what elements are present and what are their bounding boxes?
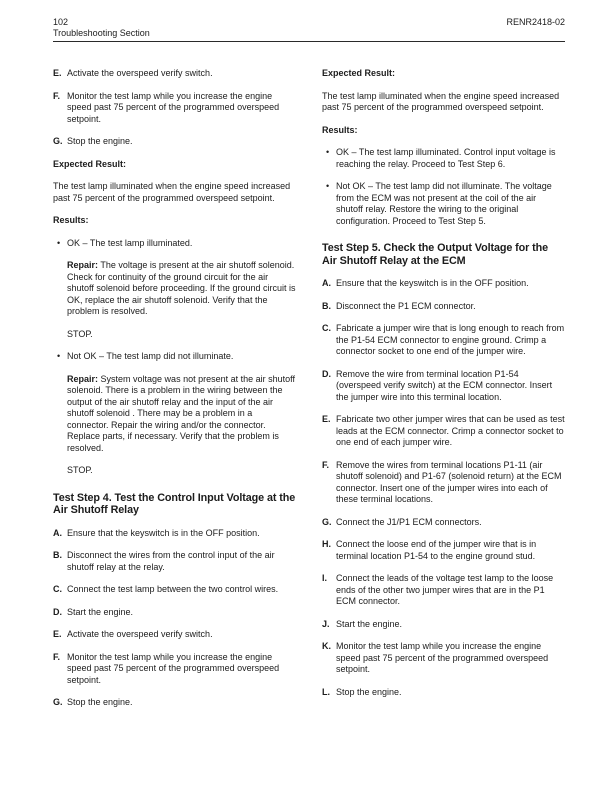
procedure-step — [53, 136, 296, 148]
step-letter: E. — [53, 68, 62, 78]
bullet-icon: • — [326, 181, 330, 191]
step-letter: B. — [322, 300, 331, 311]
bullet-text: OK – The test lamp illuminated. Control input voltage is reaching the relay. Proceed to Test Step 6. — [336, 147, 556, 169]
step-text: Activate the overspeed verify switch. — [67, 629, 213, 639]
procedure-step — [322, 414, 565, 449]
stop-note: STOP. — [67, 328, 93, 339]
step-text: Fabricate a jumper wire that is long enough to reach from the P1-54 ECM connector to engine ground. Crimp a connector socket to one end of the jumper wire. — [336, 323, 565, 356]
procedure-step — [322, 517, 565, 529]
page-header — [53, 17, 565, 39]
procedure-step — [53, 528, 296, 540]
step-text: Stop the engine. — [67, 136, 133, 146]
repair-text: The voltage is present at the air shutoff solenoid. Check for continuity of the ground circuit for the air shutoff solenoid before proceeding. If the ground circuit is OK, replace the air shutoff solenoid. Verify that the problem is resolved. — [67, 260, 296, 316]
procedure-step — [53, 68, 296, 80]
procedure-step — [53, 652, 296, 687]
bullet-text: Not OK – The test lamp did not illuminate. — [67, 351, 234, 361]
step-letter: G. — [53, 697, 63, 707]
header-left — [53, 17, 150, 39]
step-text: Stop the engine. — [336, 686, 402, 697]
step-letter: D. — [53, 606, 62, 617]
step-text: Monitor the test lamp while you increase the engine speed past 75 percent of the programmed overspeed setpoint. — [67, 90, 280, 124]
procedure-step — [322, 539, 565, 562]
step-text: Start the engine. — [67, 606, 134, 617]
step-text: Remove the wires from terminal locations P1-11 (air shutoff solenoid) and P1-67 (solenoid return) at the ECM connector. Insert one of the jumper wires into each of these terminal locations. — [336, 459, 562, 504]
section-title: Troubleshooting Section — [53, 28, 150, 38]
procedure-step — [53, 91, 296, 126]
step-text: Fabricate two other jumper wires that can be used as test leads at the ECM connector. Crimp a connector socket to one end of each jumper wire. — [336, 414, 565, 447]
repair-note — [67, 374, 296, 455]
bullet-text: Not OK – The test lamp did not illuminate. The voltage from the ECM was not present at the coil of the air shutoff relay. Restore the wiring to the original configuration. Proceed to Test Step 5. — [336, 181, 552, 226]
result-label: Results: — [53, 215, 89, 225]
procedure-step — [322, 460, 565, 506]
procedure-step — [322, 301, 565, 313]
step-text: Connect the loose end of the jumper wire that is in terminal location P1-54 to the engine ground stud. — [336, 539, 537, 561]
step-letter: D. — [322, 368, 331, 379]
step-letter: F. — [53, 651, 61, 662]
procedure-step — [322, 619, 565, 631]
procedure-step — [53, 697, 296, 709]
repair-text: System voltage was not present at the air shutoff solenoid. There is a problem in the wiring between the output of the air shutoff relay and the input of the air shutoff solenoid . There may be a problem in a connector. Repair the wiring and/or the connector. Replace parts, if necessary. Verify that the problem is resolved. — [67, 373, 295, 453]
procedure-step — [322, 369, 565, 404]
step-text: Disconnect the P1 ECM connector. — [336, 300, 476, 311]
step-letter: E. — [53, 629, 62, 639]
step-text: Monitor the test lamp while you increase the engine speed past 75 percent of the programmed overspeed setpoint. — [67, 651, 280, 685]
result-label: Expected Result: — [322, 68, 396, 78]
bullet-icon: • — [57, 351, 61, 361]
step-letter: K. — [322, 641, 331, 651]
step-text: Monitor the test lamp while you increase the engine speed past 75 percent of the programmed overspeed setpoint. — [336, 641, 549, 674]
result-bullet — [322, 181, 565, 227]
result-bullet — [53, 351, 296, 363]
procedure-step — [53, 550, 296, 573]
step-letter: H. — [322, 539, 331, 549]
paragraph: The test lamp illuminated when the engine speed increased past 75 percent of the programmed overspeed setpoint. — [322, 90, 560, 112]
content-columns — [53, 68, 565, 709]
step-letter: I. — [322, 573, 328, 583]
repair-label: Repair: — [67, 260, 99, 270]
procedure-step — [322, 641, 565, 676]
step-text: Ensure that the keyswitch is in the OFF position. — [336, 278, 529, 288]
stop-note: STOP. — [67, 465, 93, 475]
paragraph: The test lamp illuminated when the engine speed increased past 75 percent of the programmed overspeed setpoint. — [53, 181, 291, 203]
step-letter: B. — [53, 550, 62, 560]
procedure-step — [53, 607, 296, 619]
right-column — [322, 68, 565, 709]
procedure-step — [53, 629, 296, 641]
step-letter: A. — [322, 278, 331, 288]
result-bullet — [53, 238, 296, 250]
header-rule — [53, 41, 565, 42]
section-heading: Test Step 4. Test the Control Input Voltage at the Air Shutoff Relay — [53, 491, 296, 516]
step-text: Disconnect the wires from the control input of the air shutoff relay at the relay. — [67, 550, 275, 572]
bullet-icon: • — [57, 237, 61, 248]
step-letter: A. — [53, 527, 62, 538]
step-text: Stop the engine. — [67, 697, 133, 707]
procedure-step — [322, 323, 565, 358]
step-text: Connect the J1/P1 ECM connectors. — [336, 516, 482, 527]
step-letter: G. — [322, 516, 332, 527]
repair-label: Repair: — [67, 373, 99, 384]
step-letter: J. — [322, 618, 330, 629]
step-letter: E. — [322, 414, 331, 424]
procedure-step — [322, 687, 565, 699]
step-text: Activate the overspeed verify switch. — [67, 68, 213, 78]
result-bullet — [322, 147, 565, 170]
procedure-step — [322, 278, 565, 290]
left-column — [53, 68, 296, 709]
result-label: Results: — [322, 124, 358, 135]
step-letter: C. — [322, 323, 331, 333]
step-letter: F. — [53, 90, 61, 101]
procedure-step — [53, 584, 296, 596]
procedure-step — [322, 573, 565, 608]
step-letter: F. — [322, 459, 330, 470]
step-text: Ensure that the keyswitch is in the OFF position. — [67, 527, 260, 538]
bullet-text: OK – The test lamp illuminated. — [67, 237, 193, 248]
step-text: Connect the leads of the voltage test lamp to the loose ends of the other two jumper wires that are in the P1 ECM connector. — [336, 573, 554, 606]
page-number: 102 — [53, 17, 69, 27]
repair-note — [67, 260, 296, 318]
doc-number: RENR2418-02 — [506, 17, 565, 27]
step-text: Connect the test lamp between the two control wires. — [67, 584, 279, 594]
step-text: Remove the wire from terminal location P1-54 (overspeed verify switch) at the ECM connector. Insert the jumper wire into this terminal location. — [336, 368, 553, 402]
step-letter: L. — [322, 686, 330, 697]
section-heading: Test Step 5. Check the Output Voltage for the Air Shutoff Relay at the ECM — [322, 242, 549, 267]
bullet-icon: • — [326, 147, 330, 157]
step-letter: G. — [53, 136, 63, 146]
result-label: Expected Result: — [53, 158, 127, 169]
step-text: Start the engine. — [336, 618, 403, 629]
step-letter: C. — [53, 584, 62, 594]
